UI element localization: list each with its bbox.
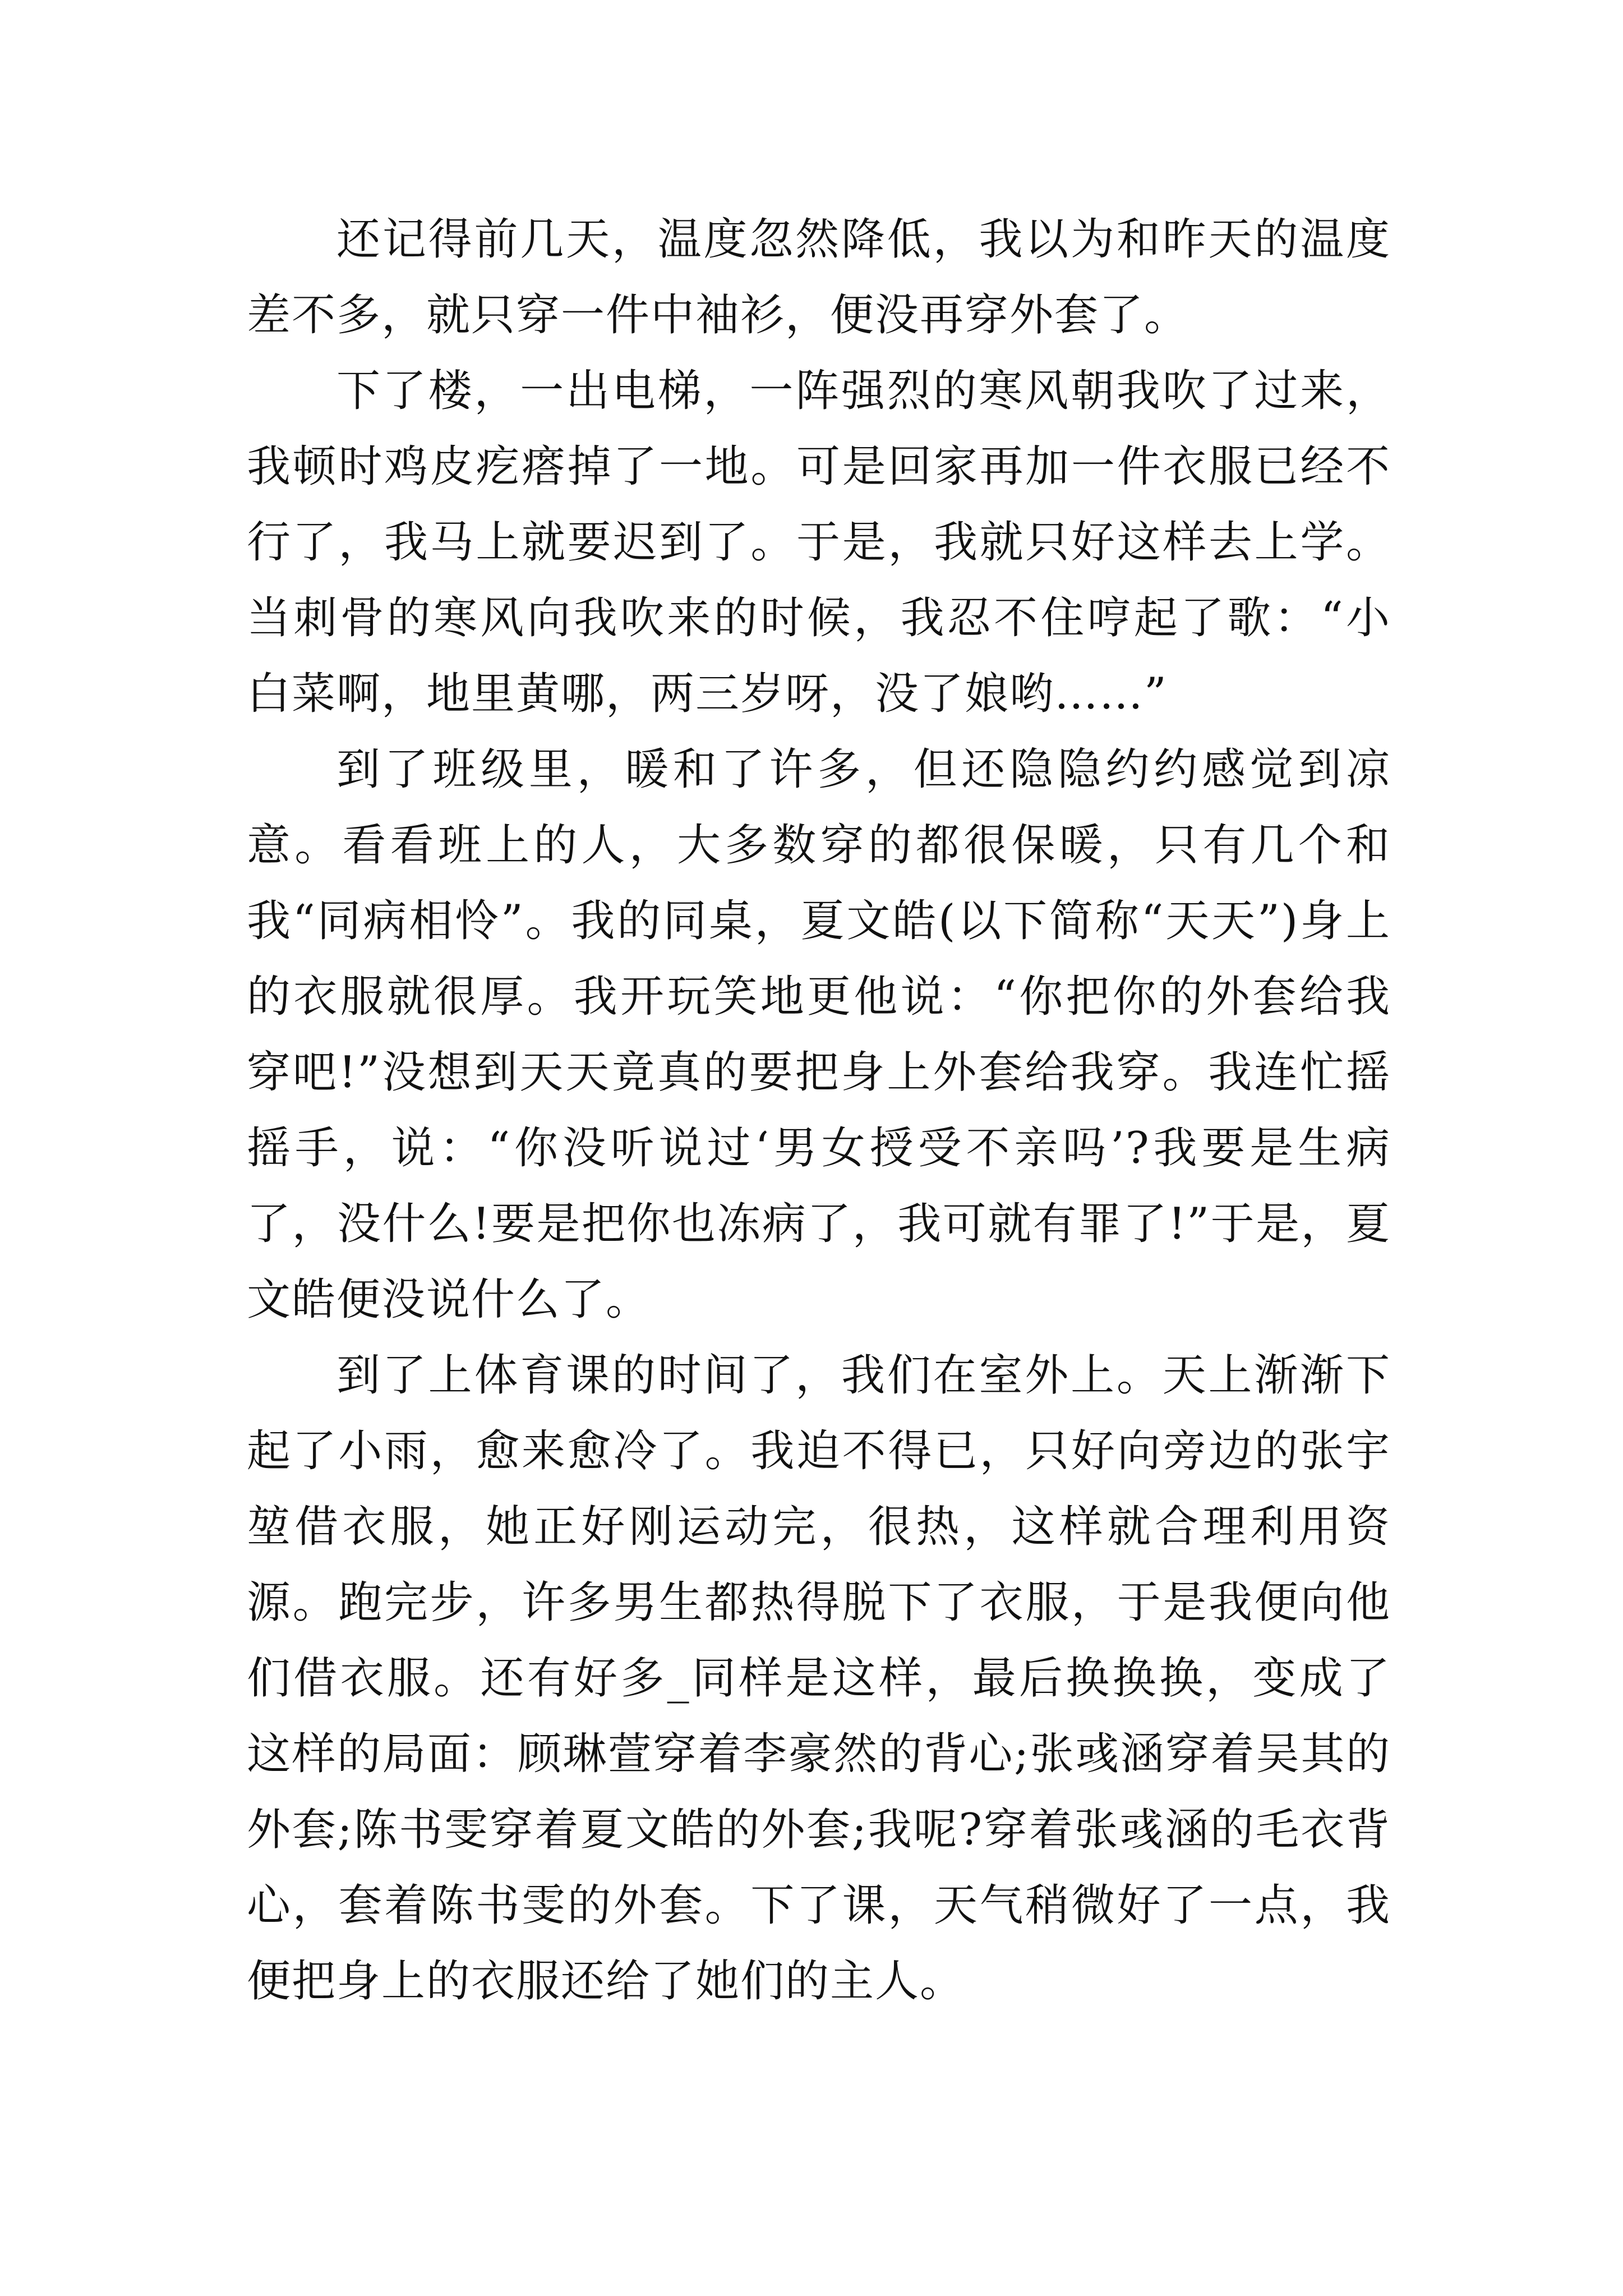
paragraph-4: 到了上体育课的时间了，我们在室外上。天上渐渐下起了小雨，愈来愈冷了。我迫不得已，只好向旁边的张宇堃借衣服，她正好刚运动完，很热，这样就合理利用资源。跑完步，许多男生都热得脱下了衣服，于是我便向他们借衣服。还有好多_同样是这样，最后换换换，变成了这样的局面：顾琳萱穿着李豪然的背心;张彧涵穿着吴其的外套;陈书雯穿着夏文皓的外套;我呢?穿着张彧涵的毛衣背心，套着陈书雯的外套。下了课，天气稍微好了一点，我便把身上的衣服还给了她们的主人。 bbox=[247, 1350, 1391, 2007]
paragraph-2: 下了楼，一出电梯，一阵强烈的寒风朝我吹了过来，我顿时鸡皮疙瘩掉了一地。可是回家再加一件衣服已经不行了，我马上就要迟到了。于是，我就只好这样去上学。当刺骨的寒风向我吹来的时候，我忍不住哼起了歌：“小白菜啊，地里黄哪，两三岁呀，没了娘哟……” bbox=[247, 366, 1391, 719]
paragraph-1: 还记得前几天，温度忽然降低，我以为和昨天的温度差不多，就只穿一件中袖衫，便没再穿外套了。 bbox=[247, 214, 1391, 341]
document-body bbox=[247, 202, 1391, 2019]
paragraph-3: 到了班级里，暖和了许多，但还隐隐约约感觉到凉意。看看班上的人，大多数穿的都很保暖，只有几个和我“同病相怜”。我的同桌，夏文皓(以下简称“天天”)身上的衣服就很厚。我开玩笑地更他说：“你把你的外套给我穿吧!”没想到天天竟真的要把身上外套给我穿。我连忙摇摇手，说：“你没听说过‘男女授受不亲吗’?我要是生病了，没什么!要是把你也冻病了，我可就有罪了!”于是，夏文皓便没说什么了。 bbox=[247, 744, 1391, 1325]
